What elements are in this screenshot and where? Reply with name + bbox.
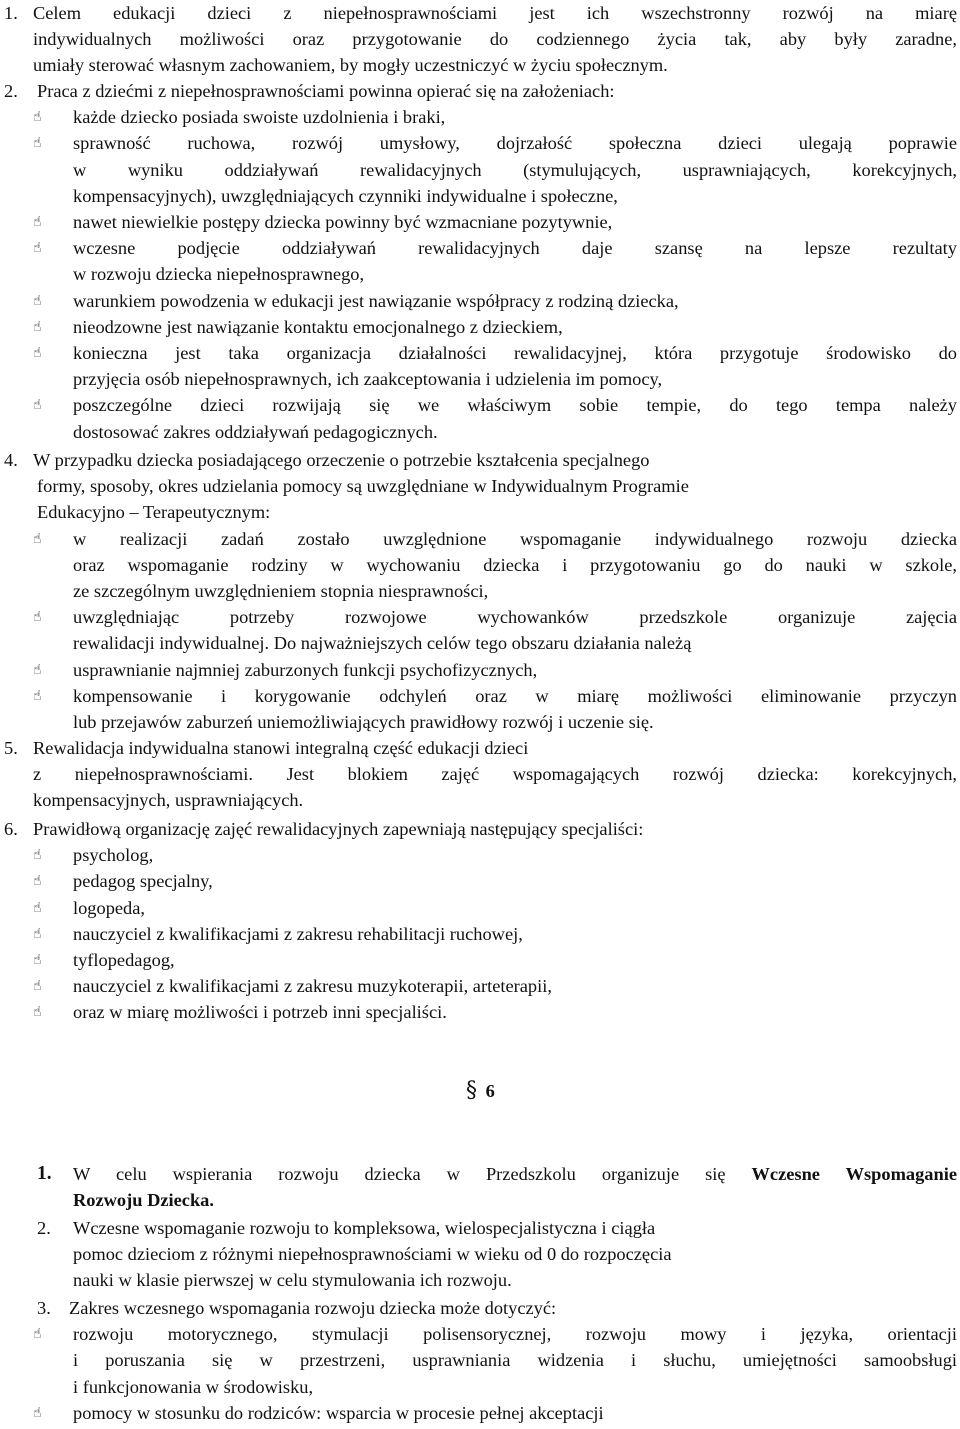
pointing-hand-icon: ☝ (33, 925, 42, 942)
paragraph-text: umiały sterować własnym zachowaniem, by mogły uczestniczyć w życiu społecznym. (33, 55, 668, 76)
paragraph-text: z niepełnosprawnościami. Jest blokiem zajęć wspomagających rozwój dziecka: korekcyjnych, (33, 764, 957, 785)
paragraph-line (0, 1161, 960, 1187)
list-item-text: pomocy w stosunku do rodziców: wsparcia w procesie pełnej akceptacji (73, 1402, 604, 1423)
list-item (0, 683, 960, 735)
list-item (0, 947, 960, 973)
highlighted-term: Rozwoju Dziecka. (73, 1190, 214, 1211)
pointing-hand-icon: ☝ (33, 1404, 42, 1421)
paragraph-number: 4. (4, 450, 18, 470)
paragraph-text: nauki w klasie pierwszej w celu stymulowania ich rozwoju. (73, 1270, 512, 1291)
pointing-hand-icon: ☝ (33, 978, 42, 995)
list-item (0, 314, 960, 340)
pointing-hand-icon: ☝ (33, 687, 42, 704)
paragraph-text: Celem edukacji dzieci z niepełnosprawnościami jest ich wszechstronny rozwój na miarę (33, 3, 957, 23)
list-item-text: pedagog specjalny, (73, 871, 213, 892)
list-item-text: psycholog, (73, 845, 154, 866)
paragraph-text: formy, sposoby, okres udzielania pomocy są uwzględniane w Indywidualnym Programie (37, 476, 689, 497)
list-item (0, 868, 960, 894)
pointing-hand-icon: ☝ (33, 873, 42, 890)
pointing-hand-icon: ☝ (33, 609, 42, 626)
list-item-text: ze szczególnym uwzględnieniem stopnia niesprawności, (73, 580, 489, 601)
list-item-text: warunkiem powodzenia w edukacji jest nawiązanie współpracy z rodziną dziecka, (73, 290, 679, 311)
list-item (0, 235, 960, 287)
paragraph-text: pomoc dzieciom z różnymi niepełnosprawnościami w wieku od 0 do rozpoczęcia (73, 1244, 672, 1265)
paragraph-text: W przypadku dziecka posiadającego orzeczenie o potrzebie kształcenia specjalnego (33, 450, 650, 470)
list-item-text: lub przejawów zaburzeń uniemożliwiających prawidłowy rozwój i uczenie się. (73, 711, 654, 732)
paragraph-1 (0, 0, 960, 79)
pointing-hand-icon: ☝ (33, 661, 42, 678)
list-item (0, 1321, 960, 1400)
section-paragraph-3 (0, 1295, 960, 1426)
list-item (0, 288, 960, 314)
section-number: 6 (485, 1081, 495, 1101)
list-item-text: logopeda, (73, 897, 146, 918)
list-item (0, 973, 960, 999)
paragraph-line (0, 447, 960, 473)
pointing-hand-icon: ☝ (33, 530, 42, 547)
paragraph-intro (0, 1295, 960, 1321)
list-item-text: konieczna jest taka organizacja działalności rewalidacyjnej, która przygotuje środowisko do (73, 342, 957, 363)
list-item (0, 604, 960, 656)
paragraph-text: Praca z dziećmi z niepełnosprawnościami powinna opierać się na założeniach: (37, 81, 615, 101)
list-item (0, 657, 960, 683)
list-item (0, 999, 960, 1025)
list-item-text: nauczyciel z kwalifikacjami z zakresu muzykoterapii, arteterapii, (73, 976, 552, 997)
list-item-text: w rozwoju dziecka niepełnosprawnego, (73, 264, 365, 285)
list-item-text: nieodzowne jest nawiązanie kontaktu emocjonalnego z dzieckiem, (73, 316, 563, 337)
list-item-text: w wyniku oddziaływań rewalidacyjnych (stymulujących, usprawniających, korekcyjnych, (73, 159, 957, 180)
list-item-text: nawet niewielkie postępy dziecka powinny być wzmacniane pozytywnie, (73, 211, 613, 232)
list-item-text: przyjęcia osób niepełnosprawnych, ich zaakceptowania i udzielenia im pomocy, (73, 369, 663, 390)
paragraph-text: Wczesne wspomaganie rozwoju to kompleksowa, wielospecjalistyczna i ciągła (73, 1218, 656, 1238)
list-item-text: oraz wspomaganie rodziny w wychowaniu dziecka i przygotowaniu go do nauki w szkole, (73, 554, 957, 575)
highlighted-term: Wczesne Wspomaganie (751, 1164, 957, 1184)
list-item-text: rozwoju motorycznego, stymulacji polisensorycznej, rozwoju mowy i języka, orientacji (73, 1324, 957, 1345)
paragraph-number: 6. (4, 819, 18, 839)
section-paragraph-1 (0, 1161, 960, 1213)
list-item-text: i funkcjonowania w środowisku, (73, 1376, 314, 1397)
list-item-text: kompensacyjnych), uwzględniających czynniki indywidualne i społeczne, (73, 185, 618, 206)
pointing-hand-icon: ☝ (33, 1004, 42, 1021)
list-item-text: oraz w miarę możliwości i potrzeb inni specjaliści. (73, 1002, 447, 1023)
list-item-text: nauczyciel z kwalifikacjami z zakresu rehabilitacji ruchowej, (73, 923, 523, 944)
paragraph-2 (0, 78, 960, 445)
paragraph-text: Zakres wczesnego wspomagania rozwoju dziecka może dotyczyć: (69, 1298, 557, 1318)
paragraph-text: Prawidłową organizację zajęć rewalidacyjnych zapewniają następujący specjaliści: (33, 819, 644, 839)
paragraph-6 (0, 816, 960, 1026)
list-item (0, 842, 960, 868)
section-heading (466, 1078, 495, 1108)
paragraph-number: 3. (37, 1298, 51, 1318)
list-item (0, 104, 960, 130)
paragraph-5 (0, 735, 960, 814)
list-item (0, 921, 960, 947)
paragraph-text-part: W celu wspierania rozwoju dziecka w Przedszkolu organizuje się (73, 1164, 726, 1184)
paragraph-number: 5. (4, 738, 18, 758)
section-symbol: § (466, 1078, 477, 1103)
pointing-hand-icon: ☝ (33, 240, 42, 257)
paragraph-number: 1. (4, 3, 18, 23)
paragraph-number: 2. (37, 1218, 51, 1238)
pointing-hand-icon: ☝ (33, 292, 42, 309)
list-item-text: dostosować zakres oddziaływań pedagogicznych. (73, 421, 438, 442)
paragraph-text (73, 1161, 957, 1187)
paragraph-4 (0, 447, 960, 735)
list-item (0, 1400, 960, 1426)
pointing-hand-icon: ☝ (33, 344, 42, 361)
list-item-text: sprawność ruchowa, rozwój umysłowy, dojrzałość społeczna dzieci ulegają poprawie (73, 133, 957, 154)
list-item (0, 130, 960, 209)
paragraph-line (0, 735, 960, 761)
pointing-hand-icon: ☝ (33, 213, 42, 230)
paragraph-number: 2. (4, 81, 18, 101)
paragraph-text: indywidualnych możliwości oraz przygotowanie do codziennego życia tak, aby były zaradne, (33, 29, 957, 50)
pointing-hand-icon: ☝ (33, 847, 42, 864)
list-item (0, 526, 960, 605)
paragraph-line (0, 1215, 960, 1241)
pointing-hand-icon: ☝ (33, 951, 42, 968)
paragraph-number: 1. (37, 1163, 52, 1184)
list-item (0, 340, 960, 392)
pointing-hand-icon: ☝ (33, 397, 42, 414)
list-item-text: tyflopedagog, (73, 949, 175, 970)
paragraph-intro (0, 816, 960, 842)
list-item (0, 209, 960, 235)
list-item-text: każde dziecko posiada swoiste uzdolnienia i braki, (73, 107, 446, 128)
paragraph-text: kompensacyjnych, usprawniających. (33, 790, 304, 811)
list-item-text: wczesne podjęcie oddziaływań rewalidacyjnych daje szansę na lepsze rezultaty (73, 238, 957, 259)
paragraph-text: Edukacyjno – Terapeutycznym: (37, 502, 271, 523)
pointing-hand-icon: ☝ (33, 135, 42, 152)
paragraph-text: Rewalidacja indywidualna stanowi integralną część edukacji dzieci (33, 738, 529, 758)
section-paragraph-2 (0, 1215, 960, 1294)
list-item-text: usprawnianie najmniej zaburzonych funkcji psychofizycznych, (73, 659, 538, 680)
pointing-hand-icon: ☝ (33, 899, 42, 916)
paragraph-line (0, 0, 960, 26)
list-item-text: rewalidacji indywidualnej. Do najważniejszych celów tego obszaru działania należą (73, 633, 692, 654)
list-item-text: kompensowanie i korygowanie odchyleń oraz w miarę możliwości eliminowanie przyczyn (73, 685, 957, 706)
pointing-hand-icon: ☝ (33, 1326, 42, 1343)
list-item (0, 392, 960, 444)
list-item-text: poszczególne dzieci rozwijają się we właściwym sobie tempie, do tego tempa należy (73, 395, 957, 416)
list-item-text: w realizacji zadań zostało uwzględnione wspomaganie indywidualnego rozwoju dziecka (73, 528, 957, 549)
list-item-text: uwzględniając potrzeby rozwojowe wychowanków przedszkole organizuje zajęcia (73, 607, 957, 628)
list-item (0, 895, 960, 921)
paragraph-line (73, 1187, 960, 1213)
pointing-hand-icon: ☝ (33, 318, 42, 335)
list-item-text: i poruszania się w przestrzeni, usprawniania widzenia i słuchu, umiejętności samoobsługi (73, 1350, 957, 1371)
pointing-hand-icon: ☝ (33, 109, 42, 126)
paragraph-intro (0, 78, 960, 104)
